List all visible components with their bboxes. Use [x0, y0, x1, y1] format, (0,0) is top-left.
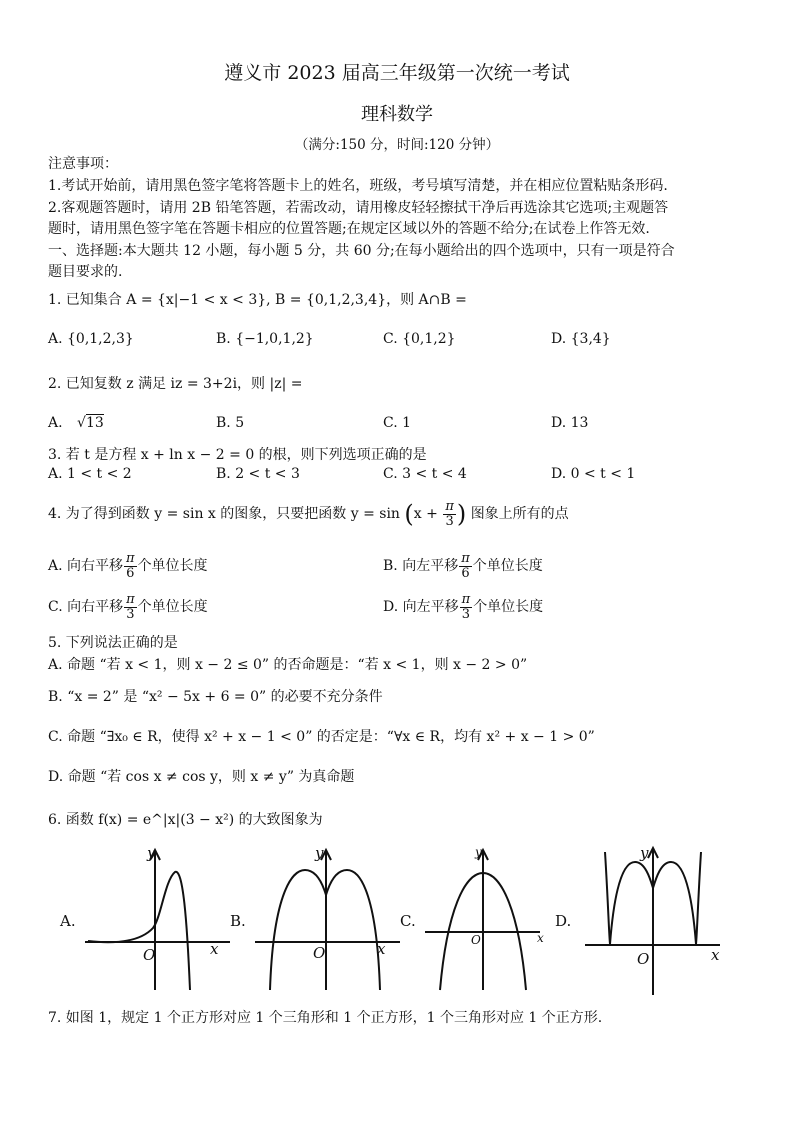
graph-a-y-label: y: [147, 844, 156, 862]
q4-option-c: C. 向右平移 $\frac{\pi}{3}$ 个单位长度: [48, 591, 208, 622]
q3-option-a: A. 1 < t < 2: [48, 466, 132, 482]
q1-option-d: D. {3,4}: [551, 331, 611, 347]
graph-d-label[interactable]: D.: [555, 912, 572, 930]
graph-b-x-label: x: [377, 940, 386, 958]
q4-option-d: D. 向左平移 $\frac{\pi}{3}$ 个单位长度: [383, 591, 544, 622]
graph-a-curve: [88, 872, 190, 990]
exam-title: 遵义市 2023 届高三年级第一次统一考试: [224, 62, 570, 84]
question-2-stem: 2. 已知复数 z 满足 iz = 3+2i，则 |z| =: [48, 376, 303, 392]
q3-option-d: D. 0 < t < 1: [551, 466, 636, 482]
q4-stem-part-1: 4. 为了得到函数 y = sin x 的图象，只要把函数 y = sin: [48, 506, 400, 522]
graph-d-origin: O: [637, 950, 650, 968]
q3-option-b: B. 2 < t < 3: [216, 466, 300, 482]
question-4-stem: 4. 为了得到函数 y = sin x 的图象，只要把函数 y = sin (x + $\frac{\pi}{3}$ ) 图象上所有的点: [48, 498, 569, 529]
q2-option-a: A. √13: [48, 415, 104, 431]
q5-option-b: B. “x = 2” 是 “x² − 5x + 6 = 0” 的必要不充分条件: [48, 689, 383, 705]
question-6-stem: 6. 函数 f(x) = e^|x|(3 − x²) 的大致图象为: [48, 812, 323, 828]
graph-d-x-label: x: [711, 946, 720, 964]
notice-item-1: 1.考试开始前，请用黑色签字笔将答题卡上的姓名，班级，考号填写清楚，并在相应位置粘贴条形码.: [48, 178, 668, 194]
question-5-stem: 5. 下列说法正确的是: [48, 635, 178, 651]
section-intro-b: 题目要求的.: [48, 264, 123, 280]
q2-option-b: B. 5: [216, 415, 245, 431]
q2-sqrt-value: 13: [85, 415, 104, 431]
graph-b-y-label: y: [315, 844, 324, 862]
graph-b-label[interactable]: B.: [230, 912, 246, 930]
question-7-stem: 7. 如图 1，规定 1 个正方形对应 1 个三角形和 1 个正方形，1 个三角形对应 1 个正方形.: [48, 1010, 603, 1026]
q1-option-c: C. {0,1,2}: [383, 331, 456, 347]
q4-stem-part-3: 图象上所有的点: [470, 506, 569, 522]
graph-a-origin: O: [143, 946, 156, 964]
q4-stem-part-2: x +: [413, 506, 438, 522]
q4-option-a: A. 向右平移 $\frac{\pi}{6}$ 个单位长度: [48, 550, 208, 581]
graph-c-label[interactable]: C.: [400, 912, 416, 930]
q5-option-a: A. 命题 “若 x < 1，则 x − 2 ≤ 0” 的否命题是：“若 x < 1，则 x − 2 > 0”: [48, 657, 528, 673]
graph-c-origin: O: [471, 933, 481, 947]
q4-stem-fraction: $\frac{\pi}{3}$: [445, 498, 454, 529]
question-1-stem: 1. 已知集合 A = {x|−1 < x < 3}, B = {0,1,2,3,4}，则 A∩B =: [48, 292, 467, 308]
section-intro-a: 一、选择题:本大题共 12 小题，每小题 5 分，共 60 分;在每小题给出的四个选项中，只有一项是符合: [48, 243, 675, 259]
notice-item-2b: 题时，请用黑色签字笔在答题卡相应的位置答题;在规定区域以外的答题不给分;在试卷上作答无效.: [48, 221, 650, 237]
subject-title: 理科数学: [361, 104, 433, 125]
graph-a-x-label: x: [210, 940, 219, 958]
graph-c-y-label: y: [475, 845, 482, 859]
q2-option-d: D. 13: [551, 415, 589, 431]
graph-c-x-label: x: [537, 931, 544, 945]
q6-graph-options: [55, 840, 745, 1000]
q2-option-c: C. 1: [383, 415, 412, 431]
notice-heading: 注意事项：: [48, 156, 118, 172]
q3-option-c: C. 3 < t < 4: [383, 466, 467, 482]
graph-b-origin: O: [313, 944, 326, 962]
q5-option-d: D. 命题 “若 cos x ≠ cos y，则 x ≠ y” 为真命题: [48, 769, 355, 785]
q1-option-b: B. {−1,0,1,2}: [216, 331, 314, 347]
q1-option-a: A. {0,1,2,3}: [48, 331, 134, 347]
graph-a-label[interactable]: A.: [60, 912, 76, 930]
graph-d-y-label: y: [640, 844, 649, 862]
notice-item-2a: 2.客观题答题时，请用 2B 铅笔答题，若需改动，请用橡皮轻轻擦拭干净后再选涂其它选项;主观题答: [48, 200, 669, 216]
score-time-info: （满分:150 分，时间:120 分钟）: [294, 137, 500, 153]
q2-option-a-label: A.: [48, 415, 63, 431]
question-3-stem: 3. 若 t 是方程 x + ln x − 2 = 0 的根，则下列选项正确的是: [48, 447, 427, 463]
q4-option-b: B. 向左平移 $\frac{\pi}{6}$ 个单位长度: [383, 550, 543, 581]
q5-option-c: C. 命题 “∃x₀ ∈ R，使得 x² + x − 1 < 0” 的否定是：“∀x ∈ R，均有 x² + x − 1 > 0”: [48, 729, 595, 745]
